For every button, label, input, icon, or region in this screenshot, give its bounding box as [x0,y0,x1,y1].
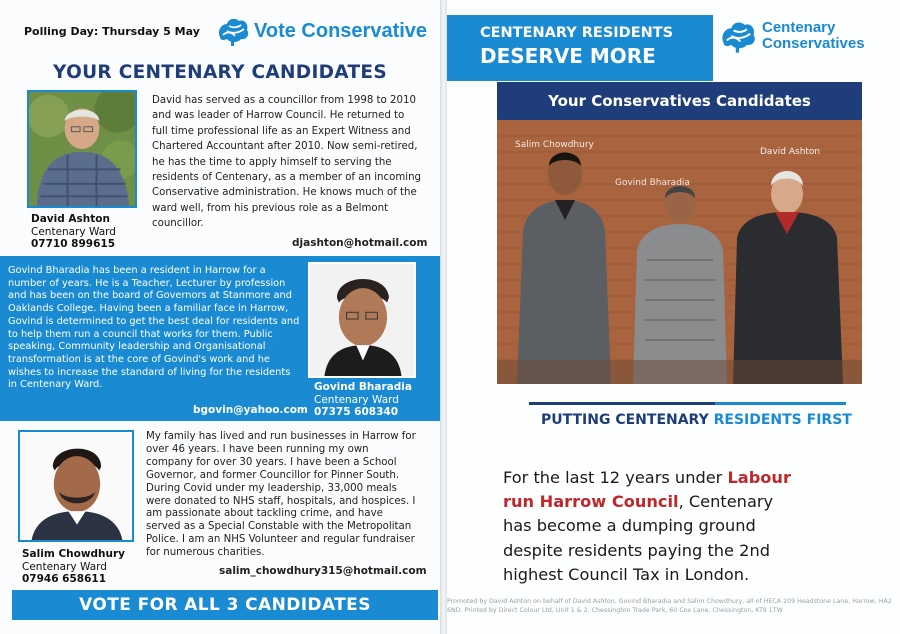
photo-label-govind: Govind Bharadia [615,178,690,188]
david-ashton-email[interactable]: djashton@hotmail.com [292,237,428,249]
statement-part-1: For the last 12 years under [503,468,728,487]
headline-line-1: CENTENARY RESIDENTS [480,25,674,41]
govind-bharadia-phone[interactable]: 07375 608340 [314,406,399,418]
david-ashton-phone[interactable]: 07710 899615 [31,238,116,250]
govind-bharadia-email[interactable]: bgovin@yahoo.com [193,404,308,416]
polling-day: Polling Day: Thursday 5 May [24,25,200,38]
headline-line-2: DESERVE MORE [480,44,656,68]
statement-part-2: , Centenary has become a dumping ground despite residents paying the 2nd highest Council Tax in London. [503,492,774,584]
logo-line-1: Centenary [762,19,836,36]
headline-box [447,15,713,81]
salim-chowdhury-ward: Centenary Ward [22,560,107,573]
david-ashton-name-block [31,213,116,251]
govind-bharadia-ward: Centenary Ward [314,393,399,406]
photo-label-david: David Ashton [760,147,821,157]
salim-chowdhury-name: Salim Chowdhury [22,548,126,560]
vote-conservative-text: Vote Conservative [254,19,428,42]
govind-bharadia-name: Govind Bharadia [314,381,412,393]
group-photo-title: Your Conservatives Candidates [548,92,811,110]
david-ashton-photo [27,90,137,208]
page-fold [440,0,447,634]
left-page [0,0,440,634]
tree-logo-icon [215,15,251,47]
page-title: YOUR CENTENARY CANDIDATES [53,62,387,83]
logo-line-2: Conservatives [762,35,865,52]
slogan [541,412,852,428]
statement-highlight: Labour run Harrow Council [503,468,791,512]
slogan-rule-left [529,402,715,405]
centenary-conservatives-logo [718,18,865,54]
govind-bharadia-bio: Govind Bharadia has been a resident in Harrow for a number of years. He is a Teacher, Lecturer by profession and has been on the board of Governors at Stanmore and Oaklands College. Having been a familiar face in Harrow, Govind is determined to get the best deal for residents and to help them run a council that works for them. Public speaking, Community leadership and Organisational transformation is at the core of Govind's work and he wishes to increase the standard of living for the residents in Centenary Ward. [8,265,300,391]
photo-label-salim: Salim Chowdhury [515,140,594,150]
salim-chowdhury-photo [18,430,134,542]
govind-bharadia-name-block [314,381,412,419]
vote-banner: VOTE FOR ALL 3 CANDIDATES [12,590,438,620]
statement [503,466,803,587]
tree-logo-icon-right [718,18,758,54]
right-page [447,0,900,634]
david-ashton-bio: David has served as a councillor from 1998 to 2010 and was leader of Harrow Council. He returned to full time professional life as an Expert Witness and Chartered Accountant after 2010. Now semi-retired, he has the time to apply himself to serving the residents of Centenary, as a member of an incoming Conservative administration. He knows much of the ward well, from his previous role as a Belmont councillor. [152,95,421,230]
salim-chowdhury-email[interactable]: salim_chowdhury315@hotmail.com [219,565,427,577]
slogan-rule-right [715,402,846,405]
david-ashton-ward: Centenary Ward [31,225,116,238]
candidates-photo-panel [497,82,862,384]
salim-chowdhury-phone[interactable]: 07946 658611 [22,573,107,585]
govind-bharadia-photo [308,262,416,378]
vote-conservative-logo [215,15,427,47]
imprint: Promoted by David Ashton on behalf of David Ashton, Govind Bharadia and Salim Chowdhury, all of HECA 209 Headstone Lane, Harrow, HA2 6ND. Printed by Direct Colour Ltd, Unit 1 & 2, Chessington Trade Park, 60 Cox Lane, Chessington, KT9 1TW [447,598,892,614]
salim-chowdhury-name-block [22,548,125,586]
salim-chowdhury-bio: My family has lived and run businesses in Harrow for over 46 years. I have been running my own company for over 30 years. I have been a School Governor, and former Councillor for Pinner South. During Covid under my leadership, 33,000 meals were donated to NHS staff, hospitals, and hospices. I am passionate about tackling crime, and have served as a Special Constable with the Metropolitan Police. I am an NHS Volunteer and regular fundraiser for numerous charities. [146,431,416,559]
david-ashton-name: David Ashton [31,213,110,225]
slogan-part-2: RESIDENTS FIRST [713,412,852,428]
slogan-part-1: PUTTING CENTENARY [541,412,709,428]
group-photo [497,120,862,384]
